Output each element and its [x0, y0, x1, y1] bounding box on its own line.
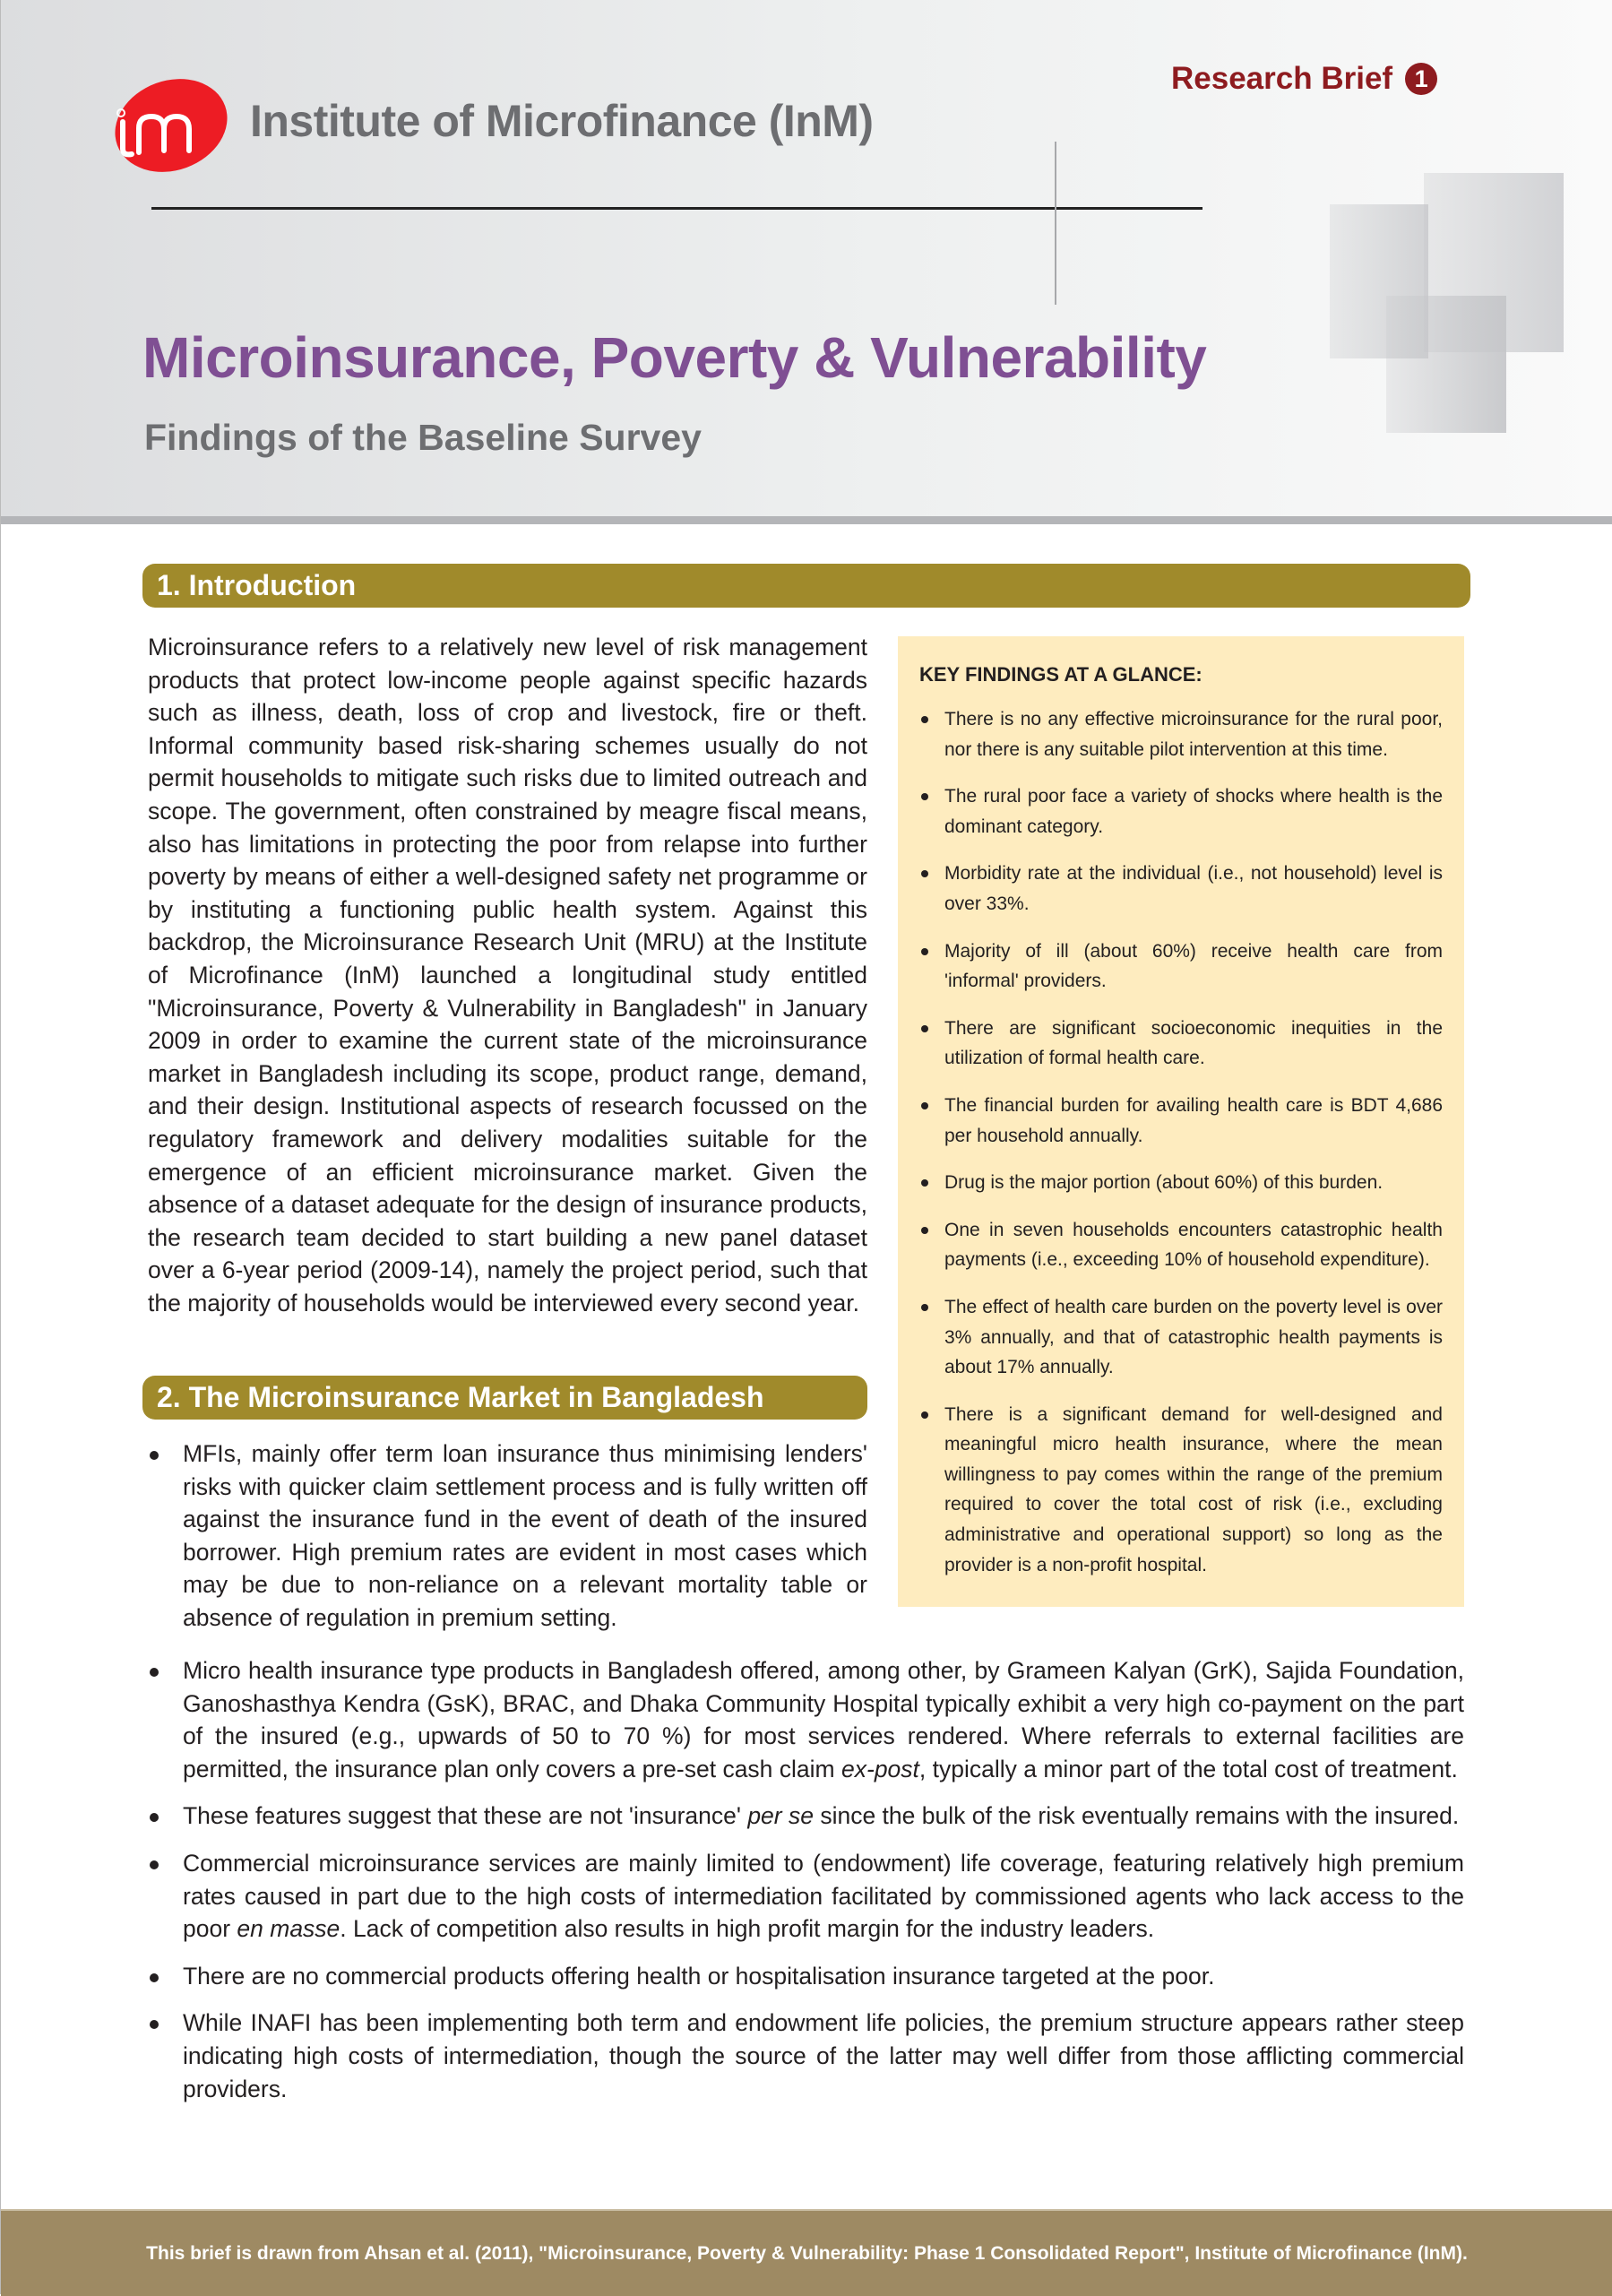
- list-item: There is no any effective microinsurance for the rural poor, nor there is any suitable pilot intervention at this time.: [919, 704, 1443, 764]
- inm-logo: [108, 79, 229, 172]
- text: Micro health insurance type products in Bangladesh offered, among other, by Grameen Kalyan (GrK), Sajida Foundation, Ganoshasthya Kendra (GsK), BRAC, and Dhaka Community Hospital typically exhibit a very high co-payment on the part of the insured (e.g., upwards of 50 to 70 %) for most services rendered. Where referrals to external facilities are permitted, the insurance plan only covers a pre-set cash claim: [183, 1657, 1464, 1782]
- list-item: There are significant socioeconomic inequities in the utilization of formal health care.: [919, 1014, 1443, 1074]
- header-vertical-rule: [1055, 142, 1056, 305]
- page-subtitle: Findings of the Baseline Survey: [144, 417, 702, 458]
- introduction-paragraph: Microinsurance refers to a relatively new level of risk management products that protect low-income people against specific hazards such as illness, death, loss of crop and livestock, fire or theft. Informal community based risk-sharing schemes usually do not permit households to mitigate such risks due to limited outreach and scope. The government, often constrained by meagre fiscal means, also has limitations in protecting the poor from relapse into further poverty by means of either a well-designed safety net programme or by instituting a functioning public health system. Against this backdrop, the Microinsurance Research Unit (MRU) at the Institute of Microfinance (InM) launched a longitudinal study entitled "Microinsurance, Poverty & Vulnerability in Bangladesh" in January 2009 in order to examine the current state of the microinsurance market in Bangladesh including its scope, product range, demand, and their design. Institutional aspects of research focussed on the regulatory framework and delivery modalities suitable for the emergence of an efficient microinsurance market. Given the absence of a dataset adequate for the design of insurance products, the research team decided to start building a new panel dataset over a 6-year period (2009-14), namely the project period, such that the majority of households would be interviewed every second year.: [148, 634, 867, 1316]
- market-bullets-left: [148, 1437, 867, 1649]
- key-findings-list: [919, 704, 1443, 1580]
- org-name: Institute of Microfinance (InM): [250, 96, 874, 146]
- list-item: Drug is the major portion (about 60%) of this burden.: [919, 1168, 1443, 1198]
- page-title: Microinsurance, Poverty & Vulnerability: [142, 325, 1207, 390]
- list-item: [148, 1847, 1464, 1946]
- decorative-square: [1386, 296, 1506, 433]
- list-item: There is a significant demand for well-designed and meaningful micro health insurance, where the mean willingness to pay comes within the range of the premium required to cover the total cost of risk (i.e., excluding administrative and operational support) so long as the provider is a non-profit hospital.: [919, 1400, 1443, 1581]
- text: These features suggest that these are not 'insurance': [183, 1802, 748, 1830]
- list-item: One in seven households encounters catastrophic health payments (i.e., exceeding 10% of household expenditure).: [919, 1215, 1443, 1275]
- list-item: There are no commercial products offering health or hospitalisation insurance targeted at the poor.: [148, 1960, 1464, 1993]
- list-item: Majority of ill (about 60%) receive health care from 'informal' providers.: [919, 937, 1443, 997]
- text: , typically a minor part of the total cost of treatment.: [918, 1755, 1458, 1782]
- header-divider: [1, 516, 1612, 524]
- list-item: The effect of health care burden on the poverty level is over 3% annually, and that of catastrophic health payments is about 17% annually.: [919, 1292, 1443, 1383]
- brief-label-text: Research Brief: [1171, 61, 1393, 96]
- emphasis: per se: [747, 1802, 814, 1830]
- key-findings-heading: KEY FINDINGS AT A GLANCE:: [919, 663, 1203, 686]
- footer-citation: This brief is drawn from Ahsan et al. (2011), "Microinsurance, Poverty & Vulnerability: Phase 1 Consolidated Report", Institute of Microfinance (InM).: [1, 2209, 1612, 2296]
- emphasis: en masse: [237, 1915, 341, 1943]
- list-item: Morbidity rate at the individual (i.e., not household) level is over 33%.: [919, 859, 1443, 919]
- market-bullets-full: [148, 1654, 1464, 2119]
- header-horizontal-rule: [151, 207, 1203, 210]
- list-item: While INAFI has been implementing both term and endowment life policies, the premium structure appears rather steep indicating high costs of intermediation, though the source of the latter may well differ from those afflicting commercial providers.: [148, 2007, 1464, 2105]
- section-heading-introduction: 1. Introduction: [142, 564, 1470, 608]
- text: . Lack of competition also results in high profit margin for the industry leaders.: [340, 1915, 1155, 1943]
- list-item: The financial burden for availing health care is BDT 4,686 per household annually.: [919, 1091, 1443, 1151]
- list-item: [148, 1800, 1464, 1833]
- emphasis: ex-post: [841, 1755, 919, 1782]
- brief-number-badge: 1: [1405, 63, 1437, 95]
- section-heading-market: 2. The Microinsurance Market in Bangladesh: [142, 1376, 867, 1420]
- text: since the bulk of the risk eventually remains with the insured.: [813, 1802, 1460, 1830]
- list-item: MFIs, mainly offer term loan insurance thus minimising lenders' risks with quicker claim settlement process and is fully written off against the insurance fund in the event of death of the insured borrower. High premium rates are evident in most cases which may be due to non-reliance on a relevant mortality table or absence of regulation in premium setting.: [148, 1437, 867, 1635]
- list-item: [148, 1654, 1464, 1785]
- research-brief-label: [1171, 61, 1437, 97]
- list-item: The rural poor face a variety of shocks where health is the dominant category.: [919, 781, 1443, 842]
- text: Commercial microinsurance services are mainly limited to (endowment) life coverage, featuring relatively high premium rates caused in part due to the high costs of intermediation facilitated by commissioned agents who lack access to the poor: [183, 1849, 1464, 1943]
- key-findings-box: [898, 636, 1464, 1607]
